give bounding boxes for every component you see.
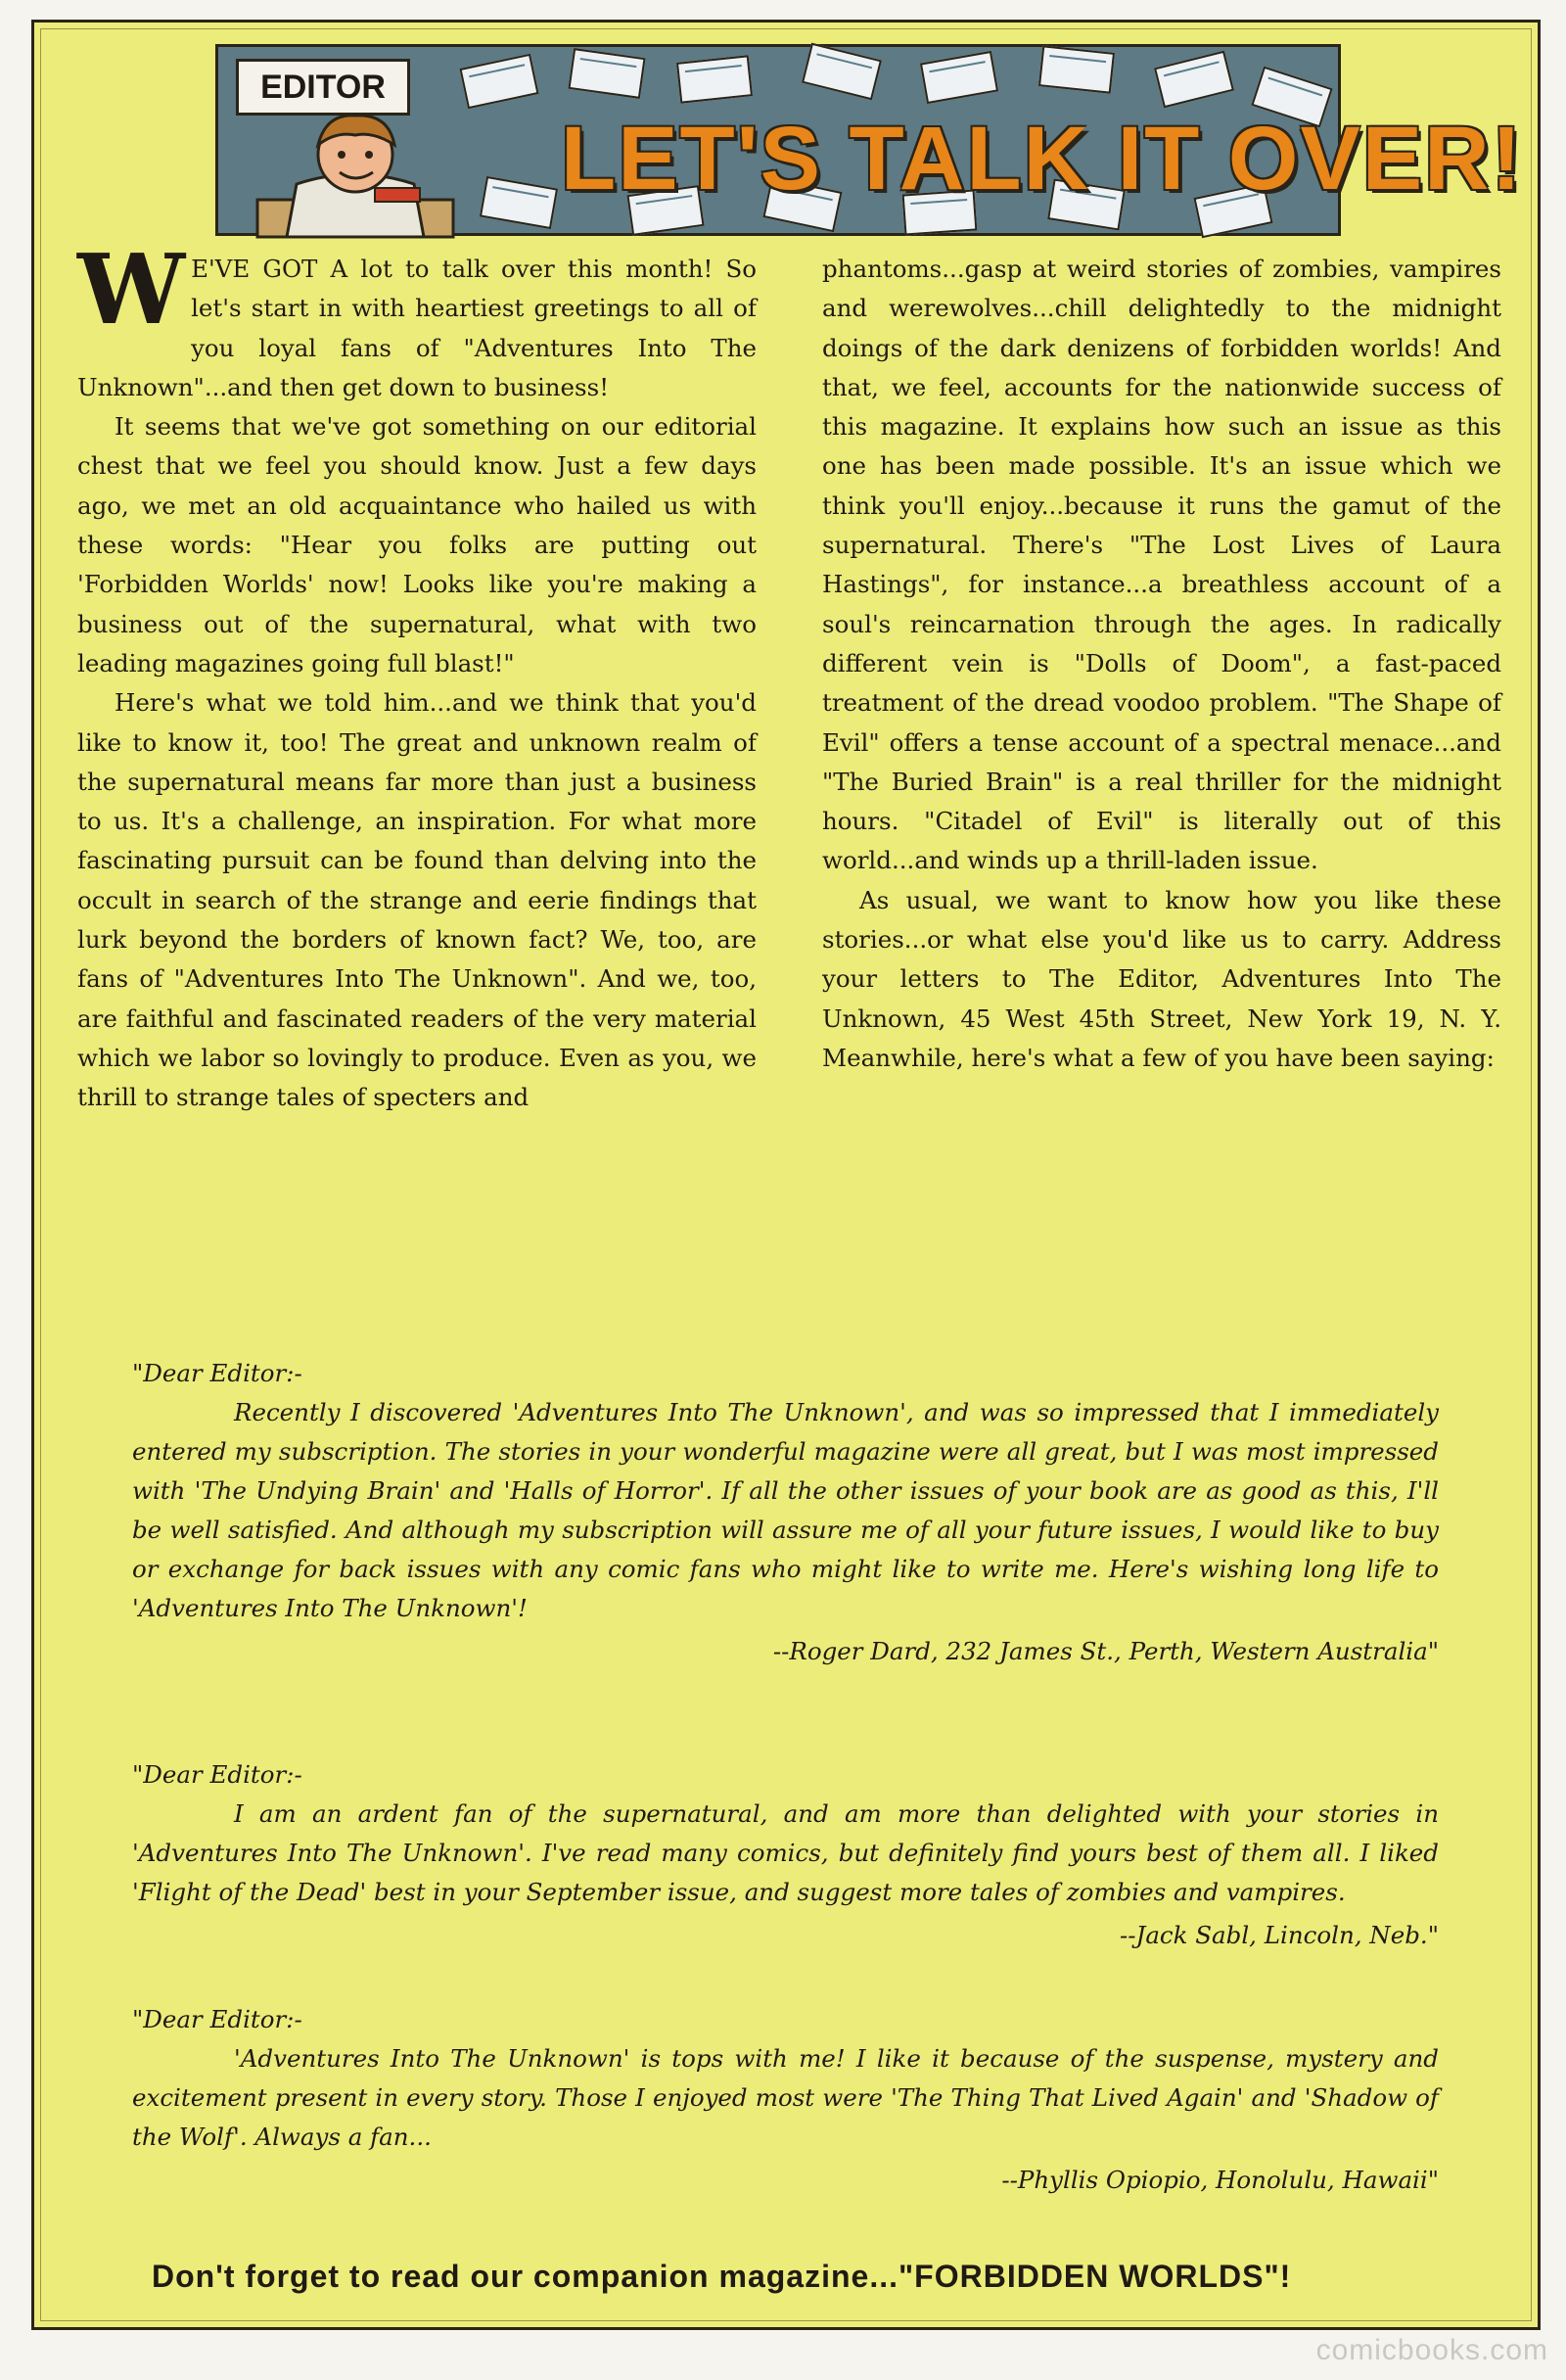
page-title: LET'S TALK IT OVER! [561, 109, 1524, 209]
envelope-icon [568, 48, 645, 99]
site-watermark: comicbooks.com [1315, 2334, 1548, 2366]
letter-salutation: "Dear Editor:- [132, 1359, 302, 1387]
drop-cap: W [77, 234, 186, 347]
editorial-column-2 [822, 250, 1501, 1078]
envelope-icon [480, 176, 558, 229]
envelope-icon [1154, 51, 1234, 109]
footer-note: Don't forget to read our companion magazine..."FORBIDDEN WORLDS"! [152, 2259, 1292, 2294]
reader-letter [132, 1354, 1439, 1671]
editorial-text: E'VE GOT A lot to talk over this month! So let's start in with heartiest greetings to all of you loyal fans of "Adventures Into The Unknown"...and then get down to business! [77, 255, 757, 401]
letter-body: Recently I discovered 'Adventures Into The Unknown', and was so impressed that I immediately entered my subscription. The stories in your wonderful magazine were all great, but I was most impressed with 'The Undying Brain' and 'Halls of Horror'. If all the other issues of your book are as good as this, I'll be well satisfied. And although my subscription will assure me of all your future issues, I would like to buy or exchange for back issues with any comic fans who might like to write me. Here's wishing long life to 'Adventures Into The Unknown'! [132, 1398, 1439, 1622]
letter-body: 'Adventures Into The Unknown' is tops with me! I like it because of the suspense, mystery and excitement present in every story. Those I enjoyed most were 'The Thing That Lived Again' and 'Shadow of the Wolf'. Always a fan... [132, 2044, 1439, 2151]
letter-salutation: "Dear Editor:- [132, 1760, 302, 1789]
editor-figure-illustration [257, 106, 453, 237]
editorial-paragraph: phantoms...gasp at weird stories of zombies, vampires and werewolves...chill delightedly to the midnight doings of the dark denizens of forbidden worlds! And that, we feel, accounts for the nationwide success of this magazine. It explains how such an issue as this one has been made possible. It's an issue which we think you'll enjoy...because it runs the gamut of the supernatural. There's "The Lost Lives of Laura Hastings", for instance...a breathless account of a soul's reincarnation through the ages. In radically different vein is "Dolls of Doom", a fast-paced treatment of the dread voodoo problem. "The Shape of Evil" offers a tense account of a spectral menace...and "The Buried Brain" is a real thriller for the midnight hours. "Citadel of Evil" is literally out of this world...and winds up a thrill-laden issue. [822, 255, 1501, 875]
editorial-column-1 [77, 234, 757, 1118]
letter-body: I am an ardent fan of the supernatural, and am more than delighted with your stories in 'Adventures Into The Unknown'. I've read many comics, but definitely find yours best of them all. I liked 'Flight of the Dead' best in your September issue, and suggest more tales of zombies and vampires. [132, 1799, 1439, 1906]
editorial-paragraph: It seems that we've got something on our editorial chest that we feel you should know. Just a few days ago, we met an old acquaintance who hailed us with these words: "Hear you folks are putting out 'Forbidden Worlds' now! Looks like you're making a business out of the supernatural, what with two leading magazines going full blast!" [77, 412, 757, 677]
header-banner [215, 44, 1524, 236]
editorial-paragraph: As usual, we want to know how you like these stories...or what else you'd like us to carry. Address your letters to The Editor, Adventures Into The Unknown, 45 West 45th Street, New York 19, N. Y. Meanwhile, here's what a few of you have been saying: [822, 885, 1501, 1072]
editorial-paragraph: Here's what we told him...and we think that you'd like to know it, too! The great and unknown realm of the supernatural means far more than just a business to us. It's a challenge, an inspiration. For what more fascinating pursuit can be found than delving into the occult in search of the strange and eerie findings that lurk beyond the borders of known fact? We, too, are fans of "Adventures Into The Unknown". And we, too, are faithful and fascinated readers of the very material which we labor so lovingly to produce. Even as you, we thrill to strange tales of specters and [77, 688, 757, 1112]
envelope-icon [1038, 45, 1115, 94]
editor-tag: EDITOR [236, 59, 410, 116]
envelope-icon [676, 55, 753, 104]
reader-letter [132, 2000, 1439, 2200]
envelope-icon [802, 43, 882, 101]
letter-salutation: "Dear Editor:- [132, 2005, 302, 2033]
editorial-paragraph [77, 234, 757, 407]
envelope-icon [459, 54, 538, 109]
letter-signature: --Roger Dard, 232 James St., Perth, Western Australia" [772, 1637, 1439, 1665]
letter-signature: --Jack Sabl, Lincoln, Neb." [1119, 1921, 1439, 1949]
letters-page [31, 20, 1541, 2330]
envelope-icon [920, 51, 998, 104]
reader-letter [132, 1755, 1439, 1955]
letter-signature: --Phyllis Opiopio, Honolulu, Hawaii" [1001, 2166, 1439, 2194]
